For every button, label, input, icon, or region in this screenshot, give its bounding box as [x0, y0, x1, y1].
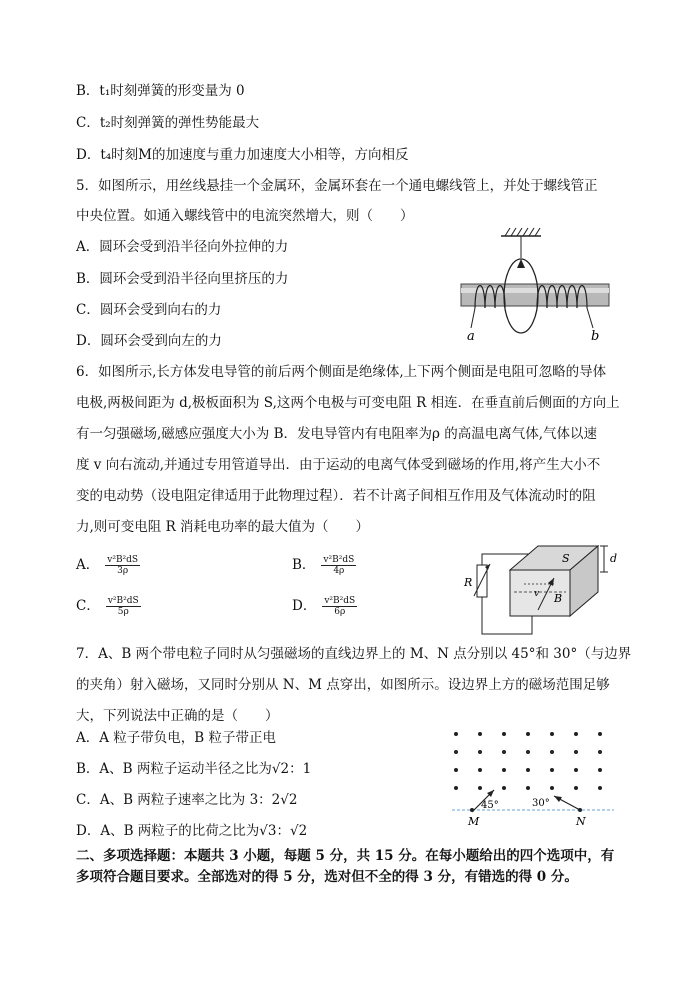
- q6-option-a: A． $\frac{\text{v²B²dS}}{3\rho}$: [76, 555, 139, 576]
- field-dot: [526, 786, 530, 790]
- field-dot: [478, 750, 482, 754]
- label-r: R: [464, 576, 473, 589]
- field-dot: [454, 732, 458, 736]
- label-d: d: [610, 552, 618, 565]
- q7-stem-line-3: 大，下列说法中正确的是（ ）: [76, 708, 279, 724]
- label-b: b: [591, 329, 600, 344]
- q5-stem-line-1: 5．如图所示，用丝线悬挂一个金属环，金属环套在一个通电螺线管上，并处于螺线管正: [76, 178, 598, 194]
- field-dot: [550, 732, 554, 736]
- q5-option-d: D．圆环会受到向左的力: [76, 333, 222, 349]
- field-dot: [550, 768, 554, 772]
- field-dot: [478, 768, 482, 772]
- q6-stem-line-2: 电极,两极间距为 d,极板面积为 S,这两个电极与可变电阻 R 相连．在垂直前后侧面的方向上: [76, 395, 620, 411]
- q4-option-b: B．t₁时刻弹簧的形变量为 0: [76, 83, 245, 99]
- section-2-heading-line-2: 多项符合题目要求。全部选对的得 5 分，选对但不全的得 3 分，有错选的得 0 分。: [76, 869, 578, 885]
- field-dot: [526, 750, 530, 754]
- q5-option-a: A．圆环会受到沿半径向外拉伸的力: [76, 239, 289, 255]
- field-dot: [598, 732, 602, 736]
- label-v: v: [534, 589, 540, 599]
- q6-option-b: B． $\frac{\text{v²B²dS}}{4\rho}$: [292, 555, 355, 576]
- field-dot: [502, 732, 506, 736]
- q7-option-b: B．A、B 两粒子运动半径之比为√2：1: [76, 761, 312, 777]
- field-dot: [502, 786, 506, 790]
- label-n: N: [576, 815, 586, 828]
- q7-option-c: C．A、B 两粒子速率之比为 3：2√2: [76, 792, 298, 808]
- q6-stem-line-3: 有一匀强磁场,磁感应强度大小为 B．发电导管内有电阻率为ρ 的高温电离气体,气体以速: [76, 426, 598, 442]
- section-2-heading-line-1: 二、多项选择题：本题共 3 小题，每题 5 分，共 15 分。在每小题给出的四个选项中，有: [76, 848, 615, 864]
- label-m: M: [468, 815, 480, 828]
- field-dot: [550, 786, 554, 790]
- field-dot: [598, 786, 602, 790]
- q6-option-d: D． $\frac{\text{v²B²dS}}{6\rho}$: [292, 596, 356, 617]
- q5-option-b: B．圆环会受到沿半径向里挤压的力: [76, 271, 289, 287]
- q6-stem-line-1: 6．如图所示,长方体发电导管的前后两个侧面是绝缘体,上下两个侧面是电阻可忽略的导体: [76, 364, 607, 380]
- field-dot: [526, 768, 530, 772]
- label-b-field: B: [554, 592, 563, 605]
- q6-stem-line-4: 度 v 向右流动,并通过专用管道导出．由于运动的电离气体受到磁场的作用,将产生大小不: [76, 457, 601, 473]
- q7-option-d: D．A、B 两粒子的比荷之比为√3：√2: [76, 823, 308, 839]
- field-dot: [598, 750, 602, 754]
- q5-stem-line-2: 中央位置。如通入螺线管中的电流突然增大，则（ ）: [76, 208, 414, 224]
- q7-stem-line-1: 7．A、B 两个带电粒子同时从匀强磁场的直线边界上的 M、N 点分别以 45°和 30°（与边界: [76, 646, 632, 662]
- field-dot: [574, 786, 578, 790]
- field-dot: [502, 750, 506, 754]
- generator-duct-figure: [462, 540, 622, 640]
- q6-stem-line-5: 变的电动势（设电阻定律适用于此物理过程）．若不计离子间相互作用及气体流动时的阻: [76, 488, 596, 504]
- field-dot: [454, 750, 458, 754]
- field-dot: [454, 768, 458, 772]
- field-dot: [454, 786, 458, 790]
- magnetic-field-figure: [448, 724, 616, 830]
- q6-option-c: C． $\frac{\text{v²B²dS}}{5\rho}$: [76, 596, 139, 617]
- q7-option-a: A．A 粒子带负电，B 粒子带正电: [76, 730, 277, 746]
- label-a: a: [467, 329, 475, 344]
- field-dot: [574, 750, 578, 754]
- field-dot: [598, 768, 602, 772]
- field-dot: [478, 732, 482, 736]
- label-s: S: [562, 552, 570, 565]
- field-dot: [574, 768, 578, 772]
- angle-n-label: 30°: [532, 798, 550, 809]
- angle-m-label: 45°: [481, 800, 499, 811]
- solenoid-ring-figure: [455, 222, 615, 347]
- q4-option-c: C．t₂时刻弹簧的弹性势能最大: [76, 115, 260, 131]
- q6-stem-line-6: 力,则可变电阻 R 消耗电功率的最大值为（ ）: [76, 519, 370, 535]
- field-dot: [550, 750, 554, 754]
- field-dot: [526, 732, 530, 736]
- field-dot: [502, 768, 506, 772]
- field-dot: [478, 786, 482, 790]
- q5-option-c: C．圆环会受到向右的力: [76, 302, 222, 318]
- field-dot: [574, 732, 578, 736]
- q7-stem-line-2: 的夹角）射入磁场，又同时分别从 N、M 点穿出，如图所示。设边界上方的磁场范围足够: [76, 677, 610, 693]
- q4-option-d: D．t₄时刻M的加速度与重力加速度大小相等，方向相反: [76, 147, 409, 163]
